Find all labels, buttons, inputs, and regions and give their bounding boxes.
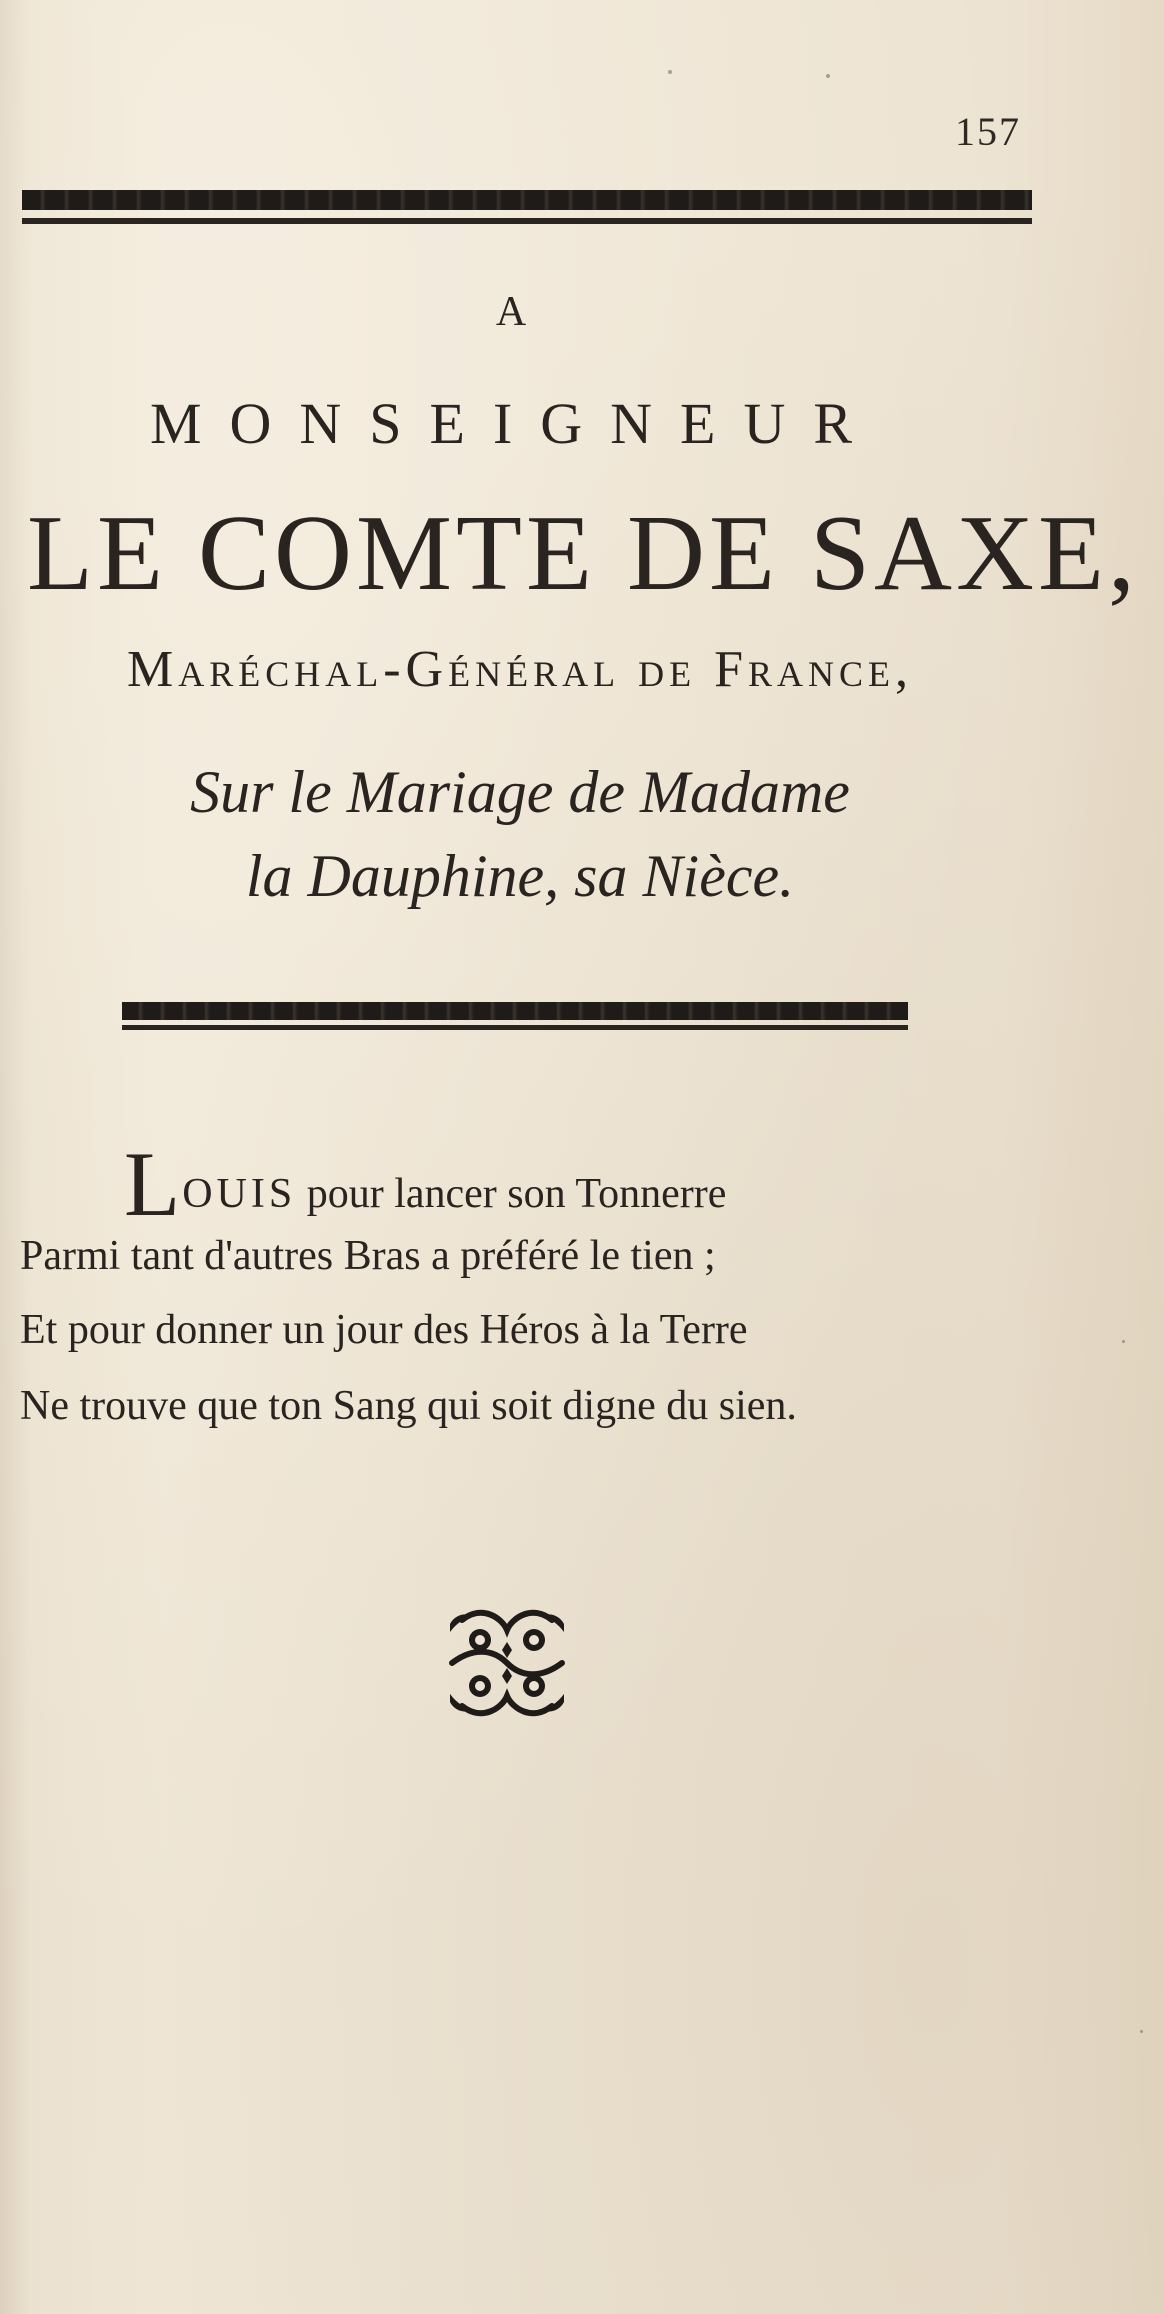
dedication-to: A [495,289,529,335]
middle-double-rule [122,998,908,1038]
dedication-name: LE COMTE DE SAXE, [27,494,1139,613]
fleuron-top-arc [462,1613,552,1630]
middle-rule-thick [122,1002,908,1020]
page-number: 157 [955,109,1021,154]
paper-speck [826,74,830,78]
poem-line-2: Parmi tant d'autres Bras a préféré le tien ; [20,1233,716,1279]
poem-drop-cap: L [124,1133,181,1235]
fleuron-bottom-arc [462,1696,552,1713]
subject-line-1: Sur le Mariage de Madame [190,759,850,825]
paper-speck [668,70,672,74]
paper-speck [1140,2030,1143,2033]
poem-line-1 [124,1133,1124,1235]
poem-line-4: Ne trouve que ton Sang qui soit digne du sien. [20,1383,797,1429]
paper-speck [1122,1340,1125,1343]
fleuron-ornament-svg [442,1598,572,1728]
top-double-rule [22,178,1032,234]
dedication-address: MONSEIGNEUR [149,391,881,456]
poem-first-word-rest: OUIS [182,1171,297,1217]
subject-line-2: la Dauphine, sa Nièce. [245,843,795,909]
dedication-rank: Maréchal-Général de France, [127,641,913,698]
middle-rule-thin [122,1025,908,1030]
fleuron-icon [442,1598,572,1728]
poem-line-3: Et pour donner un jour des Héros à la Terre [20,1307,748,1353]
top-rule-thick [22,190,1032,210]
poem-line-1-rest: pour lancer son Tonnerre [306,1171,727,1217]
top-rule-thin [22,218,1032,224]
